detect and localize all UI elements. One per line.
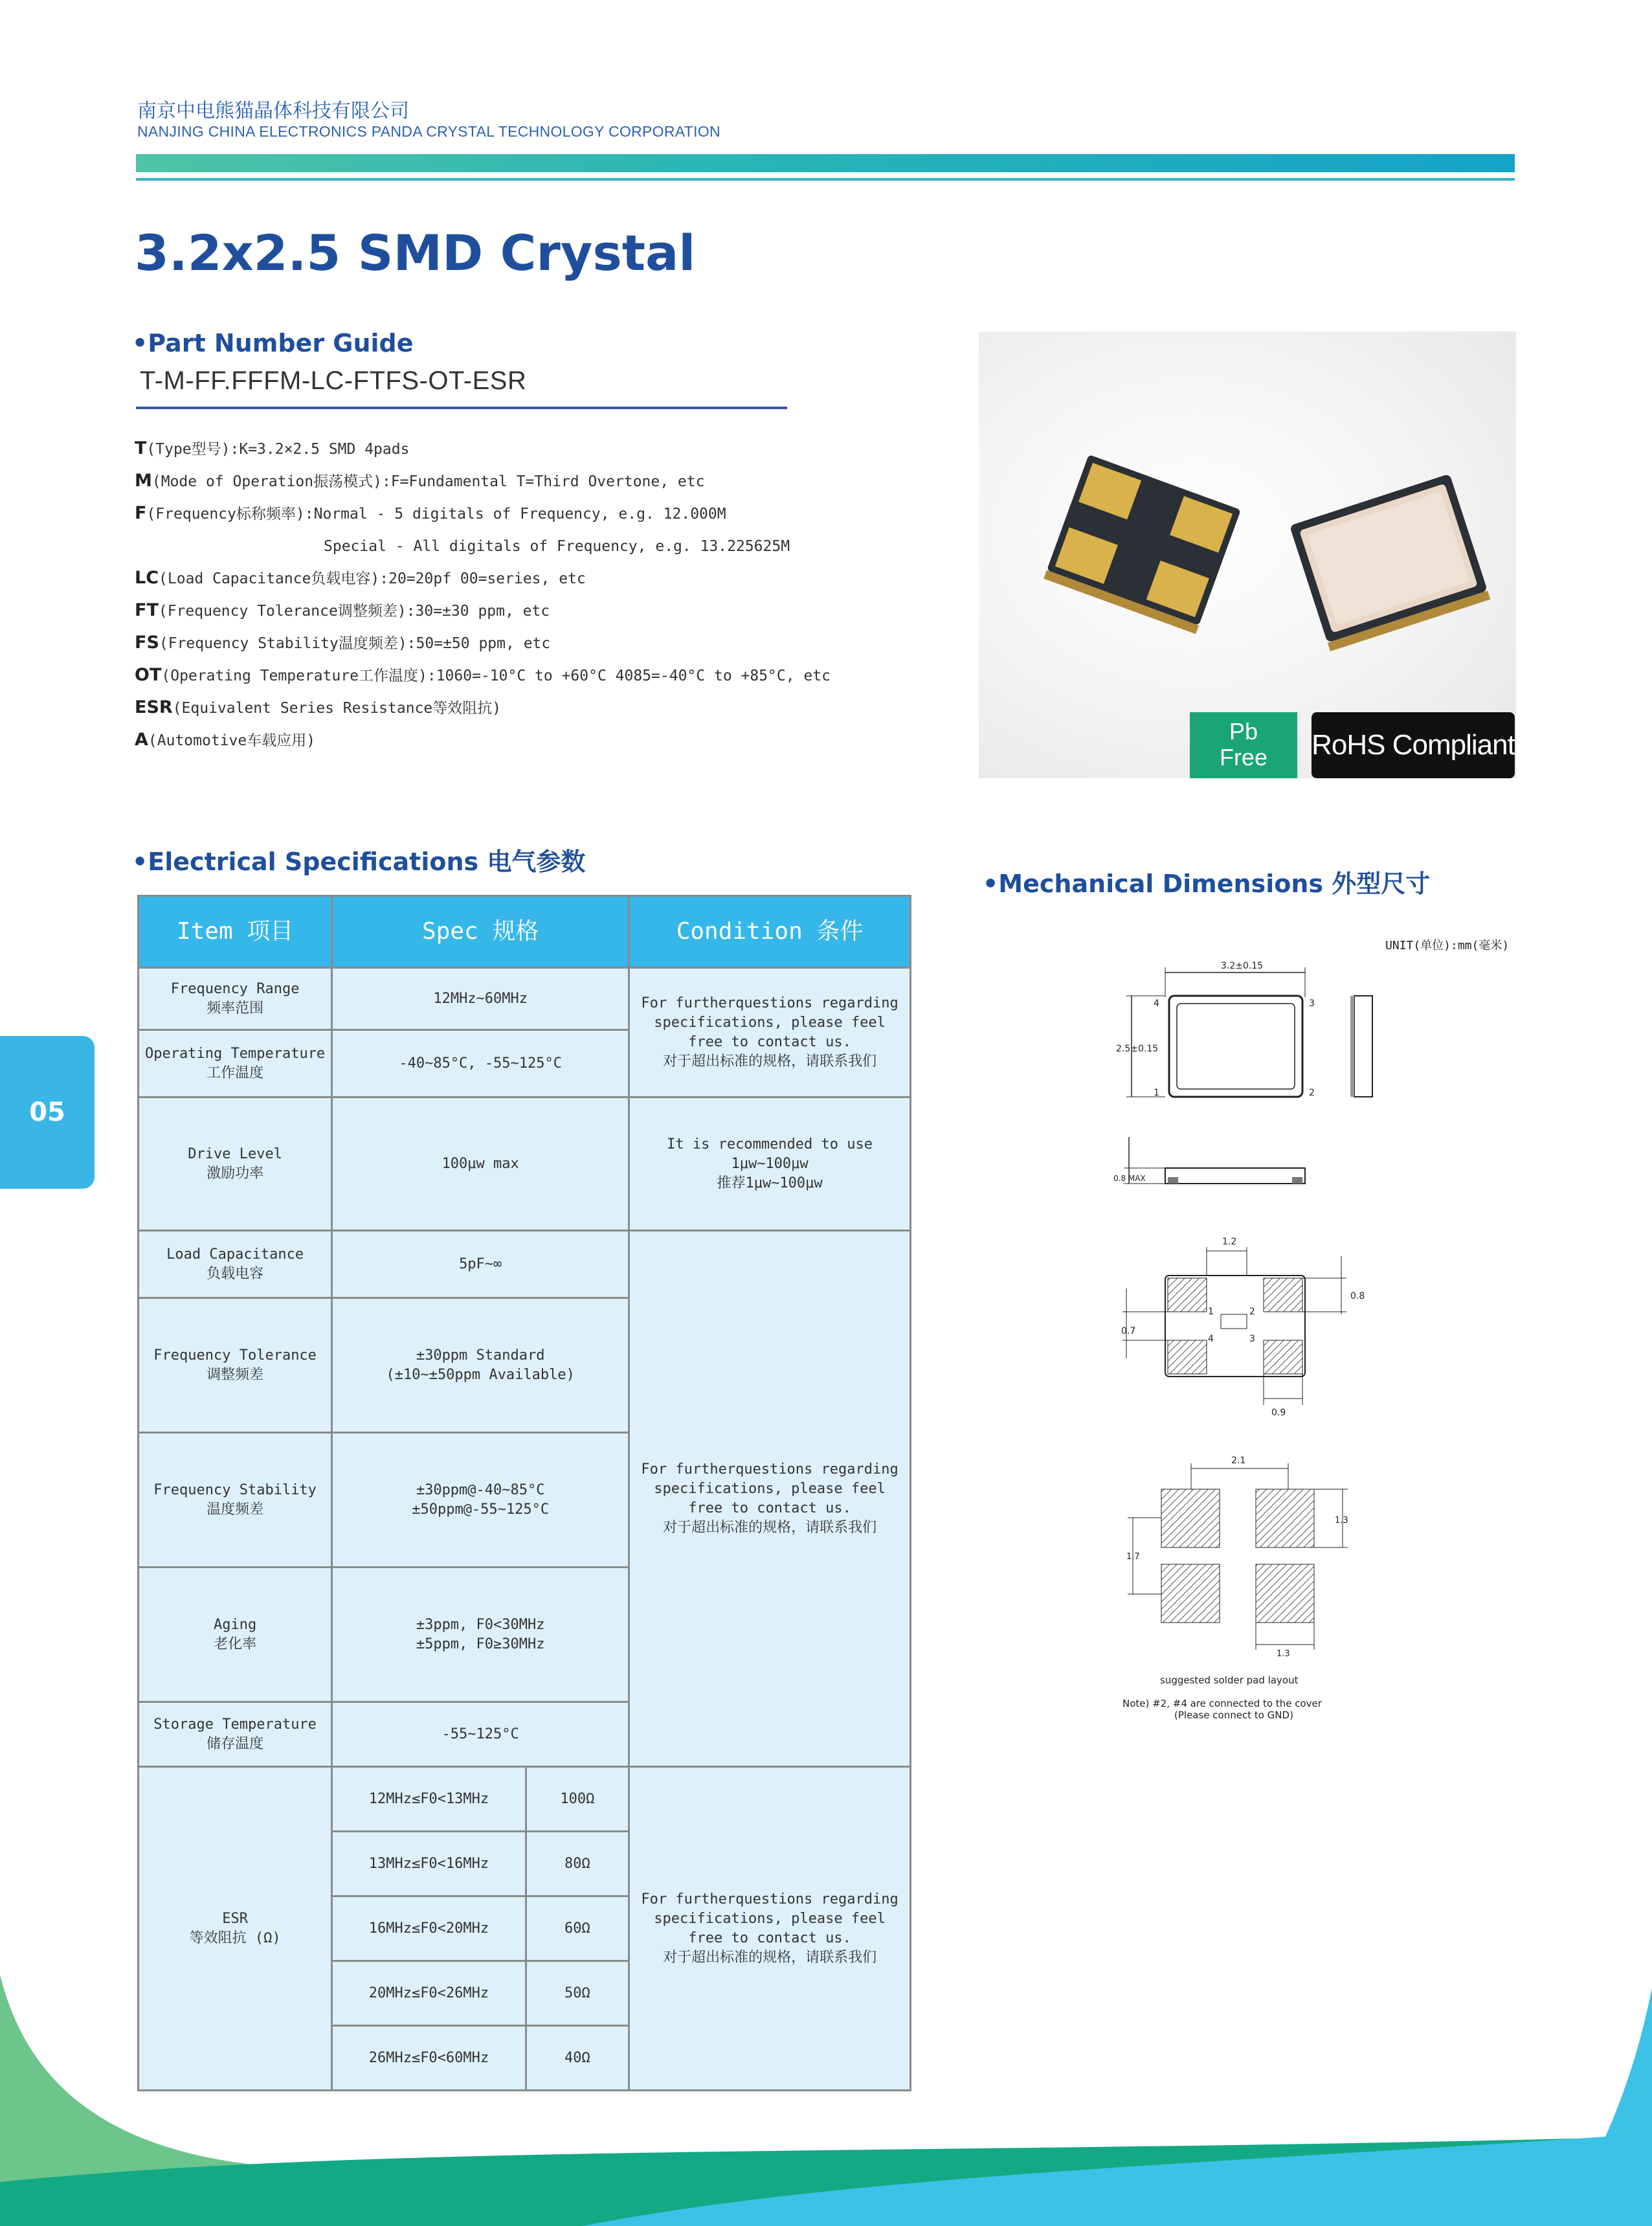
- free-line: Free: [1219, 744, 1268, 770]
- item-cell: [139, 1030, 332, 1097]
- dim-length: 3.2±0.15: [1221, 961, 1264, 971]
- guide-key: FT: [135, 600, 159, 620]
- dim-solder-h: 1.3: [1335, 1516, 1348, 1525]
- table-row: [139, 1231, 911, 1298]
- guide-key: FS: [135, 633, 159, 653]
- electrical-spec-table: [137, 895, 911, 2091]
- spec-cell: -55~125°C: [332, 1702, 629, 1767]
- guide-text: (Mode of Operation振荡模式):F=Fundamental T=Third Overtone, etc: [151, 473, 705, 490]
- header-rule: [136, 178, 1515, 181]
- guide-row-f: [135, 497, 976, 530]
- page-number-tab: 05: [0, 1036, 95, 1189]
- item-cell: [139, 1568, 332, 1702]
- guide-text: (Frequency Tolerance调整频差):30=±30 ppm, etc: [158, 603, 550, 620]
- unit-label: UNIT(单位):mm(毫米): [1385, 939, 1510, 952]
- dim-pad-h: 0.8: [1350, 1291, 1365, 1301]
- crystal-illustration: [979, 332, 1516, 778]
- table-row: [139, 1097, 911, 1231]
- condition-cell: [629, 1231, 911, 1767]
- condition-line: For furtherquestions regarding: [641, 995, 899, 1011]
- guide-text: (Frequency Stability温度频差):50=±50 ppm, etc: [159, 635, 551, 652]
- condition-line: free to contact us.: [688, 1929, 851, 1946]
- dim-width: 2.5±0.15: [1116, 1044, 1159, 1054]
- guide-text: Special - All digitals of Frequency, e.g. 13.225625M: [324, 538, 790, 555]
- spec-cell: [332, 1298, 629, 1433]
- pin-2: 2: [1309, 1088, 1315, 1098]
- guide-row-fs: [135, 627, 976, 659]
- condition-line: 对于超出标准的规格，请联系我们: [663, 1949, 877, 1966]
- condition-line: For furtherquestions regarding: [641, 1891, 899, 1907]
- pad-pin-4: 4: [1208, 1334, 1214, 1344]
- col-header-spec: Spec 规格: [332, 896, 629, 968]
- item-en: Aging: [213, 1616, 257, 1633]
- guide-key: A: [135, 730, 148, 750]
- pad-view: [1121, 1237, 1365, 1418]
- footer-wave: [0, 1975, 1652, 2226]
- part-guide-rule: [136, 407, 787, 409]
- guide-key: M: [135, 471, 152, 491]
- note-line-1: Note) #2, #4 are connected to the cover: [1122, 1698, 1322, 1709]
- esr-row: [139, 1767, 911, 1832]
- guide-key: T: [135, 438, 147, 458]
- esr-range: 26MHz≤F0<60MHz: [332, 2026, 526, 2091]
- spec-line: ±5ppm, F0≥30MHz: [416, 1636, 545, 1652]
- item-en: Drive Level: [188, 1145, 282, 1162]
- item-en: ESR: [222, 1910, 248, 1927]
- item-en: Frequency Range: [170, 980, 300, 997]
- guide-key: OT: [135, 665, 162, 685]
- esr-value: 80Ω: [526, 1832, 629, 1896]
- mechanical-drawing: [1100, 952, 1398, 1742]
- guide-row-lc: [135, 562, 976, 594]
- condition-line: free to contact us.: [688, 1033, 851, 1050]
- esr-value: 60Ω: [526, 1896, 629, 1961]
- part-guide-list: [135, 433, 976, 756]
- rohs-badge: RoHS Compliant: [1312, 712, 1515, 778]
- pb-free-badge: [1190, 712, 1297, 778]
- guide-row-a: [135, 724, 976, 756]
- spec-line: (±10~±50ppm Available): [386, 1366, 575, 1383]
- guide-key: ESR: [135, 697, 173, 717]
- item-en: Load Capacitance: [166, 1246, 304, 1263]
- guide-text: (Load Capacitance负载电容):20=20pf 00=series, etc: [159, 570, 586, 587]
- header-bar: [136, 154, 1515, 172]
- item-cell: [139, 1097, 332, 1231]
- item-en: Frequency Tolerance: [153, 1347, 317, 1364]
- pin-4: 4: [1154, 998, 1159, 1009]
- esr-range: 20MHz≤F0<26MHz: [332, 1961, 526, 2026]
- guide-text: (Type型号):K=3.2×2.5 SMD 4pads: [146, 441, 410, 458]
- condition-line: It is recommended to use: [667, 1136, 873, 1152]
- dim-solder-w: 1.3: [1277, 1649, 1290, 1659]
- item-cn: 频率范围: [206, 1000, 264, 1017]
- item-cell: [139, 1231, 332, 1298]
- solder-caption: suggested solder pad layout: [1160, 1674, 1299, 1686]
- item-cn: 老化率: [214, 1636, 257, 1652]
- dim-pad-spacing: 1.2: [1222, 1237, 1237, 1247]
- guide-text: (Automotive车载应用): [148, 732, 316, 749]
- condition-line: 对于超出标准的规格，请联系我们: [663, 1519, 877, 1536]
- condition-line: specifications, please feel: [654, 1910, 886, 1927]
- condition-line: 1μw~100μw: [731, 1155, 809, 1172]
- company-name-cn: 南京中电熊猫晶体科技有限公司: [137, 100, 409, 122]
- spec-line: ±30ppm Standard: [416, 1347, 545, 1364]
- condition-line: specifications, please feel: [654, 1014, 886, 1031]
- part-guide-heading: •Part Number Guide: [132, 329, 414, 357]
- item-en: Frequency Stability: [153, 1481, 317, 1498]
- guide-row-ft: [135, 594, 976, 627]
- item-cn: 负载电容: [206, 1265, 264, 1282]
- condition-line: 推荐1μw~100μw: [717, 1175, 823, 1191]
- pb-line: Pb: [1229, 718, 1258, 745]
- item-cn: 储存温度: [206, 1735, 264, 1752]
- esr-value: 100Ω: [526, 1767, 629, 1832]
- table-row: [139, 968, 911, 1030]
- col-header-condition: Condition 条件: [629, 896, 911, 968]
- guide-key: F: [135, 503, 147, 523]
- guide-row-m: [135, 465, 976, 497]
- spec-line: ±50ppm@-55~125°C: [412, 1501, 550, 1518]
- table-header-row: [139, 896, 911, 968]
- guide-row-esr: [135, 691, 976, 724]
- item-cell: [139, 968, 332, 1030]
- solder-pad-layout: [1122, 1456, 1348, 1721]
- pin-1: 1: [1154, 1088, 1159, 1098]
- condition-line: specifications, please feel: [654, 1480, 886, 1497]
- spec-cell: 100μw max: [332, 1097, 629, 1231]
- company-name-en: NANJING CHINA ELECTRONICS PANDA CRYSTAL TECHNOLOGY CORPORATION: [137, 123, 720, 140]
- item-cell: [139, 1702, 332, 1767]
- spec-cell: -40~85°C, -55~125°C: [332, 1030, 629, 1097]
- dim-solder-pitch: 1.7: [1126, 1552, 1140, 1562]
- guide-text: (Equivalent Series Resistance等效阻抗): [172, 700, 502, 717]
- dim-pad-gap: 0.7: [1121, 1326, 1136, 1336]
- item-cell: [139, 1298, 332, 1433]
- esr-range: 13MHz≤F0<16MHz: [332, 1832, 526, 1896]
- spec-cell: [332, 1568, 629, 1702]
- electrical-heading: •Electrical Specifications 电气参数: [132, 848, 586, 876]
- spec-cell: 12MHz~60MHz: [332, 968, 629, 1030]
- side-view: [1113, 1137, 1305, 1184]
- item-cell: [139, 1433, 332, 1568]
- dim-height: 0.8 MAX: [1113, 1174, 1146, 1183]
- part-number-pattern: T-M-FF.FFFM-LC-FTFS-OT-ESR: [140, 366, 527, 395]
- guide-text: (Frequency标称频率):Normal - 5 digitals of Frequency, e.g. 12.000M: [146, 506, 726, 523]
- condition-line: For furtherquestions regarding: [641, 1461, 899, 1478]
- item-cn: 工作温度: [206, 1064, 264, 1081]
- product-photo: [979, 332, 1516, 778]
- dim-solder-span: 2.1: [1231, 1456, 1246, 1466]
- pin-3: 3: [1309, 998, 1315, 1009]
- item-en: Storage Temperature: [153, 1716, 317, 1733]
- pad-pin-2: 2: [1249, 1307, 1255, 1317]
- esr-range: 16MHz≤F0<20MHz: [332, 1896, 526, 1961]
- esr-value: 50Ω: [526, 1961, 629, 2026]
- item-cn: 激励功率: [206, 1165, 264, 1182]
- page-title: 3.2x2.5 SMD Crystal: [135, 224, 696, 282]
- spec-cell: 5pF~∞: [332, 1231, 629, 1298]
- item-cn: 温度频差: [206, 1501, 264, 1518]
- guide-text: (Operating Temperature工作温度):1060=-10°C to +60°C 4085=-40°C to +85°C, etc: [161, 668, 831, 684]
- item-cn: 等效阻抗 (Ω): [189, 1929, 281, 1946]
- spec-cell: [332, 1433, 629, 1568]
- top-view: [1116, 961, 1372, 1098]
- item-cn: 调整频差: [206, 1366, 264, 1383]
- condition-line: 对于超出标准的规格，请联系我们: [663, 1053, 877, 1070]
- dim-pad-w: 0.9: [1271, 1408, 1286, 1418]
- guide-row-f-special: [135, 530, 976, 562]
- esr-value: 40Ω: [526, 2026, 629, 2091]
- guide-key: LC: [135, 568, 159, 588]
- condition-cell: [629, 968, 911, 1097]
- spec-line: ±3ppm, F0<30MHz: [416, 1616, 545, 1633]
- col-header-item: Item 项目: [139, 896, 332, 968]
- note-line-2: (Please connect to GND): [1174, 1709, 1293, 1721]
- condition-line: free to contact us.: [688, 1500, 851, 1516]
- item-en: Operating Temperature: [145, 1045, 326, 1062]
- guide-row-t: [135, 433, 976, 465]
- esr-range: 12MHz≤F0<13MHz: [332, 1767, 526, 1832]
- guide-row-ot: [135, 659, 976, 691]
- mechanical-heading: •Mechanical Dimensions 外型尺寸: [983, 870, 1431, 898]
- pad-pin-1: 1: [1208, 1307, 1214, 1317]
- pad-pin-3: 3: [1249, 1334, 1255, 1344]
- condition-cell: [629, 1097, 911, 1231]
- spec-line: ±30ppm@-40~85°C: [416, 1481, 545, 1498]
